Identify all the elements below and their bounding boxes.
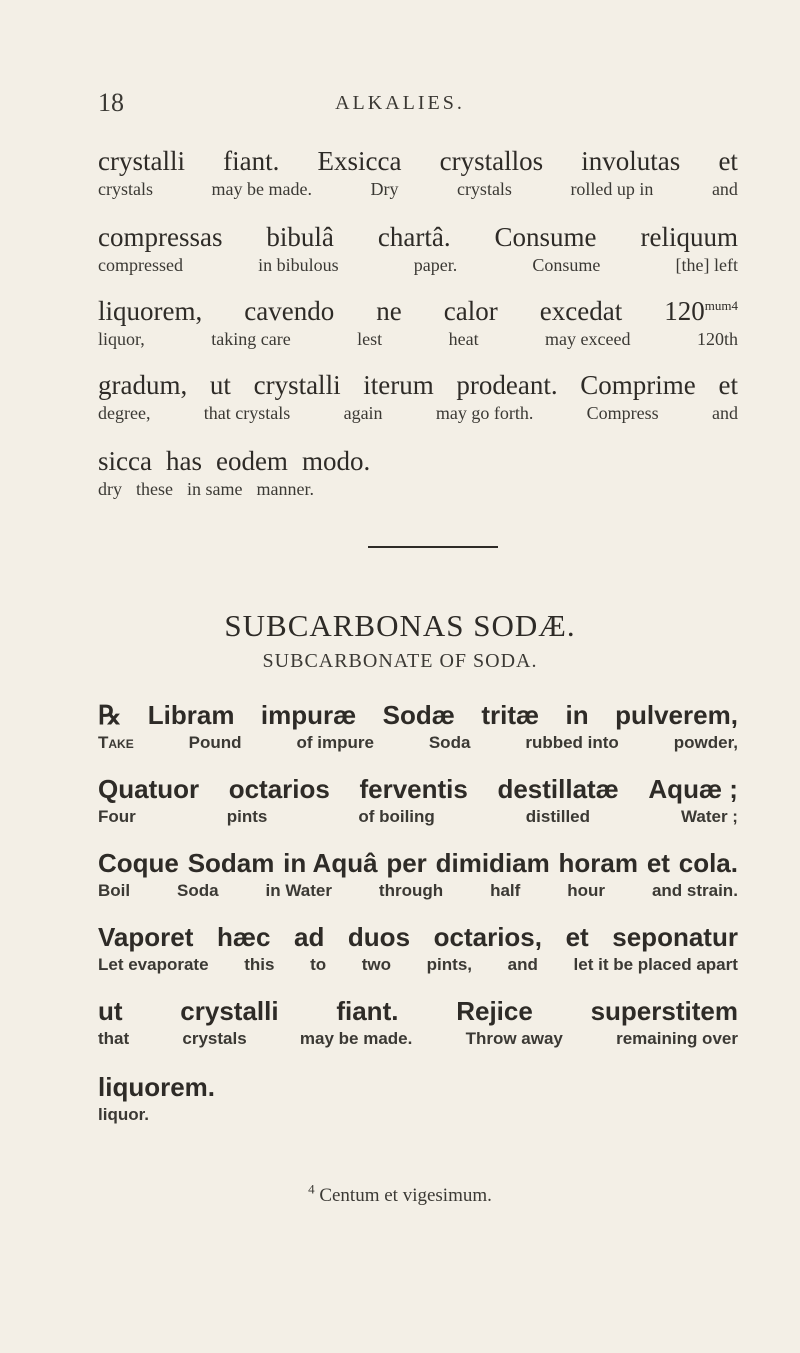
footnote-marker: 4 [308, 1181, 315, 1197]
gloss: distilled [525, 807, 591, 826]
word: tritæ [481, 700, 540, 730]
gloss: Consume [532, 255, 601, 275]
gloss: of boiling [358, 807, 435, 826]
section-divider [368, 546, 498, 548]
word: per [386, 848, 427, 878]
latin-text [98, 222, 738, 252]
gloss: Let evaporate [98, 955, 209, 974]
superscript: mum [704, 298, 732, 313]
latin-text [98, 146, 738, 176]
word: compressas [98, 222, 223, 252]
word: et [718, 146, 738, 176]
interlinear-line [98, 370, 738, 424]
word: octarios [228, 774, 330, 804]
word: prodeant. [456, 370, 558, 400]
latin-text [98, 996, 738, 1026]
interlinear-line [98, 222, 738, 276]
word: crystallos [439, 146, 544, 176]
word: et [646, 848, 670, 878]
english-gloss [98, 1104, 738, 1126]
word: ad [294, 922, 325, 952]
english-gloss [98, 478, 738, 500]
gloss: Throw away [465, 1029, 563, 1048]
english-gloss [98, 806, 738, 828]
gloss: Boil [98, 881, 131, 900]
gloss: and [711, 179, 738, 199]
footnote-marker: 4 [731, 298, 738, 313]
gloss: crystals [456, 179, 512, 199]
word: crystalli [253, 370, 341, 400]
word: cavendo [244, 296, 335, 326]
word: Rejice [456, 996, 533, 1026]
interlinear-line [98, 446, 738, 500]
interlinear-line [98, 922, 738, 976]
section-subtitle: SUBCARBONATE OF SODA. [262, 650, 538, 672]
english-gloss [98, 732, 738, 754]
gloss: Dry [370, 179, 399, 199]
latin-text [98, 446, 738, 476]
gloss: hour [567, 881, 606, 900]
gloss: Soda [177, 881, 219, 900]
interlinear-line [98, 774, 738, 828]
gloss: may exceed [545, 329, 631, 349]
word: ne [376, 296, 402, 326]
word: Comprime [580, 370, 696, 400]
gloss: Four [98, 807, 136, 826]
gloss: two [361, 955, 392, 974]
word: liquorem, [98, 296, 203, 326]
gloss: may go forth. [435, 403, 534, 423]
latin-text [98, 922, 738, 952]
word: crystalli [98, 146, 185, 176]
page-number: 18 [98, 88, 124, 117]
latin-text [98, 848, 738, 878]
gloss: Soda [428, 733, 471, 752]
latin-text [98, 1072, 738, 1102]
english-gloss [98, 328, 738, 350]
word: has [165, 446, 202, 476]
word: chartâ. [377, 222, 451, 252]
latin-text [98, 700, 738, 730]
gloss: taking care [211, 329, 291, 349]
gloss: rubbed into [525, 733, 619, 752]
word: horam [558, 848, 639, 878]
footnote-text: Centum et vigesimum. [319, 1185, 492, 1206]
word: sicca [98, 446, 152, 476]
word: ut [98, 996, 123, 1026]
word: pulverem, [615, 700, 738, 730]
gloss: through [378, 881, 444, 900]
gloss: powder, [673, 733, 738, 752]
word: hæc [216, 922, 271, 952]
word: in Aquâ [283, 848, 378, 878]
word: cola. [678, 848, 738, 878]
english-gloss [98, 254, 738, 276]
word: Sodæ [382, 700, 455, 730]
english-gloss [98, 954, 738, 976]
gloss: may be made. [299, 1029, 413, 1048]
gloss: may be made. [211, 179, 312, 199]
gloss: and [711, 403, 738, 423]
page-header [0, 88, 800, 118]
gloss: pints, [426, 955, 473, 974]
word: Quatuor [98, 774, 200, 804]
latin-text [98, 296, 738, 326]
word: destillatæ [497, 774, 619, 804]
word: ut [209, 370, 231, 400]
gloss: liquor, [98, 329, 145, 349]
gloss: again [343, 403, 383, 423]
word: fiant. [336, 996, 399, 1026]
gloss: rolled up in [570, 179, 654, 199]
gloss: remaining over [616, 1029, 738, 1048]
word: Aquæ ; [648, 774, 738, 804]
latin-text [98, 774, 738, 804]
interlinear-line [98, 700, 738, 754]
word: $120^{mum4}$ [664, 296, 738, 326]
word: in [565, 700, 589, 730]
gloss: to [310, 955, 327, 974]
word: gradum, [98, 370, 188, 400]
running-title: ALKALIES. [335, 92, 465, 114]
gloss: these [136, 479, 173, 499]
word: et [718, 370, 738, 400]
word: Sodam [187, 848, 275, 878]
word: Vaporet [98, 922, 194, 952]
word: dimidiam [435, 848, 550, 878]
gloss: pints [226, 807, 268, 826]
gloss: lest [357, 329, 383, 349]
gloss: crystals [182, 1029, 247, 1048]
word: modo. [301, 446, 371, 476]
gloss: in Water [265, 881, 332, 900]
gloss: Compress [586, 403, 659, 423]
word: ferventis [359, 774, 468, 804]
gloss: paper. [413, 255, 458, 275]
gloss: liquor. [98, 1105, 149, 1124]
gloss: Take [98, 733, 134, 752]
gloss: 120th [696, 329, 738, 349]
word: impuræ [260, 700, 357, 730]
gloss: manner. [256, 479, 314, 499]
gloss: this [244, 955, 275, 974]
footnote [0, 1181, 800, 1207]
gloss: in bibulous [258, 255, 339, 275]
word: involutas [581, 146, 681, 176]
word: octarios, [433, 922, 542, 952]
english-gloss [98, 178, 738, 200]
word: calor [443, 296, 498, 326]
section-title: SUBCARBONAS SODÆ. [224, 608, 576, 643]
gloss: Pound [188, 733, 242, 752]
interlinear-line [98, 296, 738, 350]
interlinear-line [98, 996, 738, 1050]
interlinear-line [98, 1072, 738, 1126]
latin-text [98, 370, 738, 400]
gloss: compressed [98, 255, 183, 275]
word: iterum [363, 370, 434, 400]
gloss: of impure [296, 733, 374, 752]
word: Exsicca [317, 146, 402, 176]
gloss: heat [448, 329, 479, 349]
interlinear-line [98, 146, 738, 200]
gloss: let it be placed apart [573, 955, 738, 974]
gloss: Water ; [680, 807, 738, 826]
word: liquorem. [98, 1072, 216, 1102]
word: fiant. [223, 146, 280, 176]
gloss: degree, [98, 403, 151, 423]
gloss: and strain. [651, 881, 738, 900]
english-gloss [98, 402, 738, 424]
word: Libram [147, 700, 235, 730]
word: duos [347, 922, 411, 952]
gloss: in same [186, 479, 243, 499]
english-gloss [98, 1028, 738, 1050]
word: crystalli [180, 996, 279, 1026]
gloss: crystals [98, 179, 153, 199]
interlinear-line [98, 848, 738, 902]
gloss: and [507, 955, 538, 974]
word: reliquum [640, 222, 738, 252]
gloss: half [490, 881, 521, 900]
word: Coque [98, 848, 179, 878]
gloss: dry [98, 479, 122, 499]
recipe-symbol: ℞ [98, 700, 122, 730]
word: Consume [494, 222, 597, 252]
word: seponatur [612, 922, 738, 952]
english-gloss [98, 880, 738, 902]
word: et [565, 922, 589, 952]
gloss: [the] left [675, 255, 738, 275]
word: bibulâ [266, 222, 334, 252]
gloss: that [98, 1029, 130, 1048]
word: eodem [215, 446, 288, 476]
word: excedat [539, 296, 623, 326]
gloss: that crystals [203, 403, 291, 423]
word: superstitem [590, 996, 738, 1026]
